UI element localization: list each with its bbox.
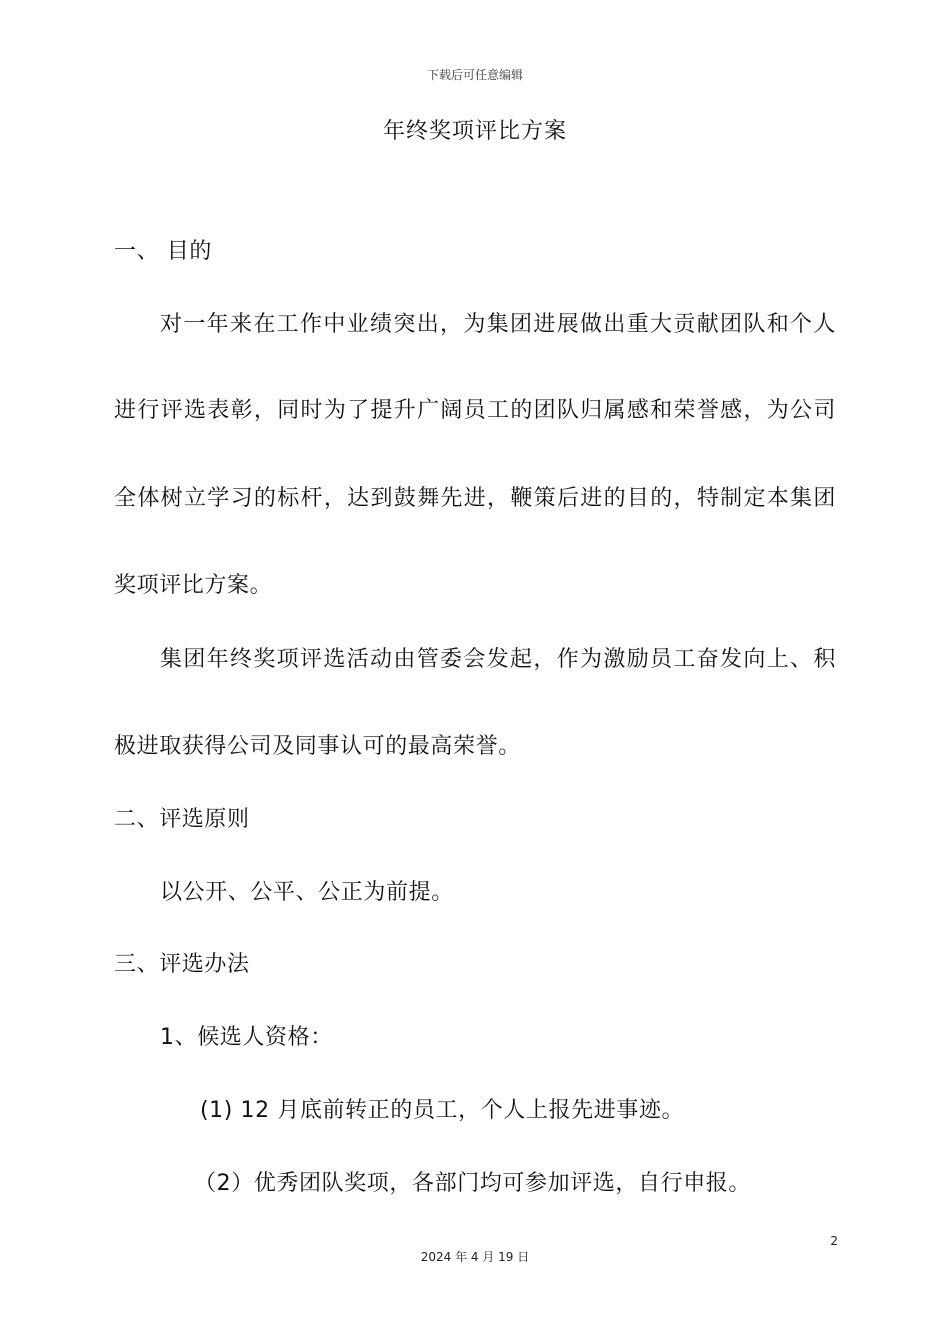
section-3-heading: 三、评选办法 — [114, 952, 250, 977]
section-1-paragraph-1-line-3: 全体树立学习的标杆，达到鼓舞先进，鞭策后进的目的，特制定本集团 — [114, 486, 836, 511]
section-2-heading: 二、评选原则 — [114, 807, 250, 832]
section-3-item-2: （2）优秀团队奖项，各部门均可参加评选，自行申报。 — [194, 1171, 751, 1196]
section-3-item-1: (1) 12 月底前转正的员工，个人上报先进事迹。 — [200, 1098, 685, 1123]
section-1-heading: 一、 目的 — [114, 239, 212, 264]
page-header-note: 下载后可任意编辑 — [426, 68, 523, 82]
section-2-text: 以公开、公平、公正为前提。 — [160, 880, 454, 905]
footer-date: 2024 年 4 月 19 日 — [420, 1250, 530, 1264]
section-1-paragraph-1-line-2: 进行评选表彰，同时为了提升广阔员工的团队归属感和荣誉感，为公司 — [114, 398, 836, 423]
section-3-subheading: 1、候选人资格： — [160, 1025, 333, 1050]
section-1-paragraph-2-line-2: 极进取获得公司及同事认可的最高荣誉。 — [114, 734, 521, 759]
section-1-paragraph-1-line-4: 奖项评比方案。 — [114, 573, 273, 598]
page-number: 2 — [830, 1234, 838, 1248]
document-title: 年终奖项评比方案 — [382, 119, 567, 144]
section-1-paragraph-1-line-1: 对一年来在工作中业绩突出，为集团进展做出重大贡献团队和个人 — [160, 312, 836, 337]
section-1-paragraph-2-line-1: 集团年终奖项评选活动由管委会发起，作为激励员工奋发向上、积 — [160, 647, 836, 672]
